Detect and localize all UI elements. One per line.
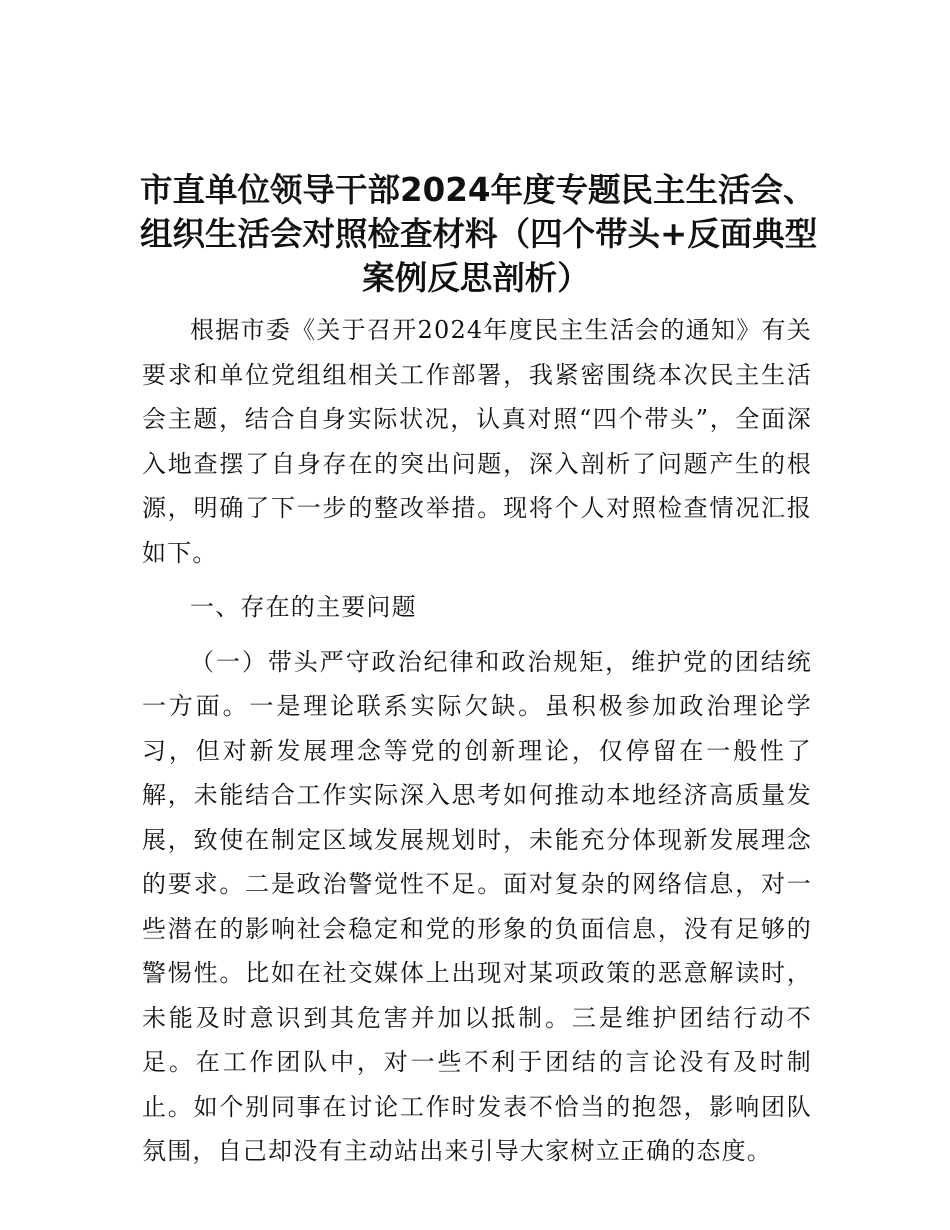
document-body [142,308,812,1174]
title-line-3: 案例反思剖析） [362,259,590,297]
title-line-1: 市直单位领导干部2024年度专题民主生活会、 [140,171,816,209]
title-line-2: 组织生活会对照检查材料（四个带头+反面典型 [140,215,818,253]
section-heading: 一、存在的主要问题 [190,593,417,621]
section-paragraph: （一）带头严守政治纪律和政治规矩，维护党的团结统一方面。一是理论联系实际欠缺。虽积极参加政治理论学习，但对新发展理念等党的创新理论，仅停留在一般性了解，未能结合工作实际深入思考如何推动本地经济高质量发展，致使在制定区域发展规划时，未能充分体现新发展理念的要求。二是政治警觉性不足。面对复杂的网络信息，对一些潜在的影响社会稳定和党的形象的负面信息，没有足够的警惕性。比如在社交媒体上出现对某项政策的恶意解读时，未能及时意识到其危害并加以抵制。三是维护团结行动不足。在工作团队中，对一些不利于团结的言论没有及时制止。如个别同事在讨论工作时发表不恰当的抱怨，影响团队氛围，自己却没有主动站出来引导大家树立正确的态度。 [142,647,812,1165]
intro-paragraph: 根据市委《关于召开2024年度民主生活会的通知》有关要求和单位党组组相关工作部署，我紧密围绕本次民主生活会主题，结合自身实际状况，认真对照“四个带头”，全面深入地查摆了自身存在的突出问题，深入剖析了问题产生的根源，明确了下一步的整改举措。现将个人对照检查情况汇报如下。 [142,316,812,567]
document-title [140,168,818,300]
